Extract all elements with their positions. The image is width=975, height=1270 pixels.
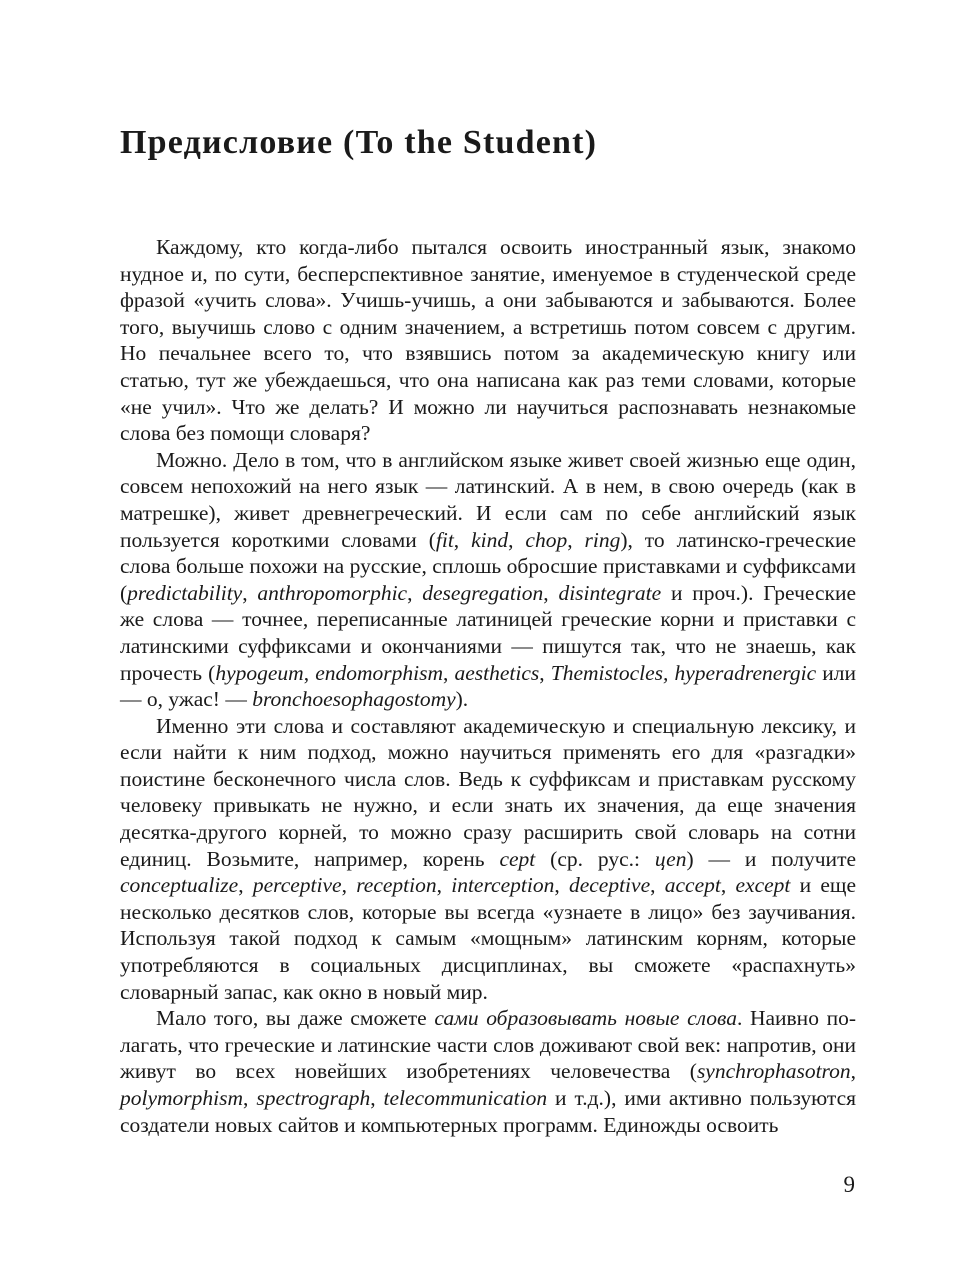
text-run: , xyxy=(341,873,357,898)
text-run: ). xyxy=(455,687,469,712)
italic-term: bronchoesophagostomy xyxy=(252,687,456,712)
italic-term: цеп xyxy=(654,846,687,871)
italic-term: spectrograph xyxy=(256,1086,371,1110)
body-text xyxy=(120,234,856,1138)
italic-term: polymorphism xyxy=(120,1086,244,1110)
text-run: , xyxy=(554,873,569,898)
italic-term: synchrophasotron xyxy=(696,1059,851,1084)
paragraph xyxy=(120,1005,856,1138)
italic-term: cept xyxy=(499,846,536,871)
text-run: , xyxy=(243,1086,257,1110)
italic-term: telecommunication xyxy=(383,1086,548,1110)
text-run: , xyxy=(508,527,526,552)
italic-term: hypogeum xyxy=(215,660,304,685)
italic-term: aesthetics xyxy=(454,660,540,685)
paragraph xyxy=(120,447,856,713)
italic-term: kind xyxy=(471,527,509,552)
italic-term: conceptualize xyxy=(120,873,239,898)
text-run: ), то латинско-греческие слова больше похожи на русские, сплошь обросшие приставками и суффиксами ( xyxy=(120,527,857,605)
text-run: и т.д.), ими активно пользуются создатели новых сайтов и компьютерных программ. Единожды освоить xyxy=(120,1086,856,1137)
italic-term: interception xyxy=(451,873,555,898)
text-run: Каждому, кто когда-либо пытался освоить иностранный язык, знакомо нудное и, по сути, бесперспективное занятие, именуемое в студенческой среде фразой «учить слова». Учишь-учишь, а они забываются и забываются. Более того, выучишь слово с одним значением, а встретишь потом совсем с другим. Но печальнее всего то, что взявшись потом за академическую книгу или статью, тут же убеждаешься, что она написана как раз теми словами, которые «не учил». Что же делать? И можно ли научиться распознавать незнакомые слова без помощи словаря? xyxy=(120,235,856,446)
page-number: 9 xyxy=(843,1172,855,1197)
italic-term: perceptive xyxy=(252,873,342,898)
italic-term: deceptive xyxy=(568,873,651,898)
text-run: ) — и получите xyxy=(686,846,857,871)
text-run: , xyxy=(539,660,551,685)
text-run: , xyxy=(720,873,736,898)
text-run: , xyxy=(443,660,455,685)
paragraph xyxy=(120,713,856,1006)
italic-term: Themistocles, hyperadrenergic xyxy=(550,660,817,685)
italic-term: disintegrate xyxy=(558,580,662,605)
italic-term: endomorphism xyxy=(315,660,443,685)
text-run: и проч.). Греческие же слова — точнее, переписанные латиницей греческие корни и приставки с латинскими суффиксами и окончаниями — пишутся так, что не знаешь, как прочесть ( xyxy=(120,580,856,685)
text-run: , xyxy=(303,660,316,685)
text-run: , xyxy=(543,580,559,605)
text-run: . Наивно полагать, что греческие и латинские части слов доживают свой век: напротив, они живут во всех новейших изобретениях человечества ( xyxy=(120,1006,856,1084)
italic-term: predictability xyxy=(127,580,243,605)
text-run: , xyxy=(238,873,253,898)
text-run: , xyxy=(436,873,452,898)
text-run: , xyxy=(453,527,472,552)
text-run: Можно. Дело в том, что в английском языке живет своей жизнью еще один, совсем непохожий на него язык — латинский. А в нем, в свою очередь (как в матрешке), живет древнегреческий. И если сам по себе английский язык пользуется короткими словами ( xyxy=(120,447,856,552)
paragraph xyxy=(120,234,856,447)
italic-term: anthropomorphic xyxy=(257,580,408,605)
italic-term: desegregation xyxy=(422,580,544,605)
italic-term: except xyxy=(735,873,791,898)
italic-term: ring xyxy=(584,527,621,552)
text-run: (ср. рус.: xyxy=(535,846,655,871)
italic-term: accept xyxy=(664,873,721,898)
text-run: , xyxy=(242,580,258,605)
italic-term: reception xyxy=(356,873,437,898)
text-run: или — о, ужас! — xyxy=(120,660,857,712)
italic-term: сами образовывать новые слова xyxy=(434,1006,737,1031)
italic-term: fit xyxy=(435,527,454,552)
text-run: , xyxy=(850,1059,856,1084)
text-run: , xyxy=(370,1086,384,1110)
text-run: , xyxy=(650,873,665,898)
italic-term: chop xyxy=(525,527,568,552)
text-run: Именно эти слова и составляют академическую и специальную лексику, и если найти к ним подход, можно научиться применять его для «разгадки» поистине бесконечного числа слов. Ведь к суффиксам и приставкам русскому человеку привыкать не нужно, и если знать их значения, да еще значения десятка-другого корней, то можно сразу расширить свой словарь на сотни единиц. Возьмите, например, корень xyxy=(120,713,856,871)
text-run: , xyxy=(407,580,423,605)
text-run: и еще несколько десятков слов, которые вы всегда «узнаете в лицо» без заучивания. Используя такой подход к самым «мощным» латинским корням, которые употребляются в социальных дисциплинах, вы сможете «распахнуть» словарный запас, как окно в новый мир. xyxy=(120,873,857,1004)
page-title: Предисловие (To the Student) xyxy=(120,124,598,161)
text-run: Мало того, вы даже сможете xyxy=(156,1006,435,1031)
text-run: , xyxy=(567,527,585,552)
